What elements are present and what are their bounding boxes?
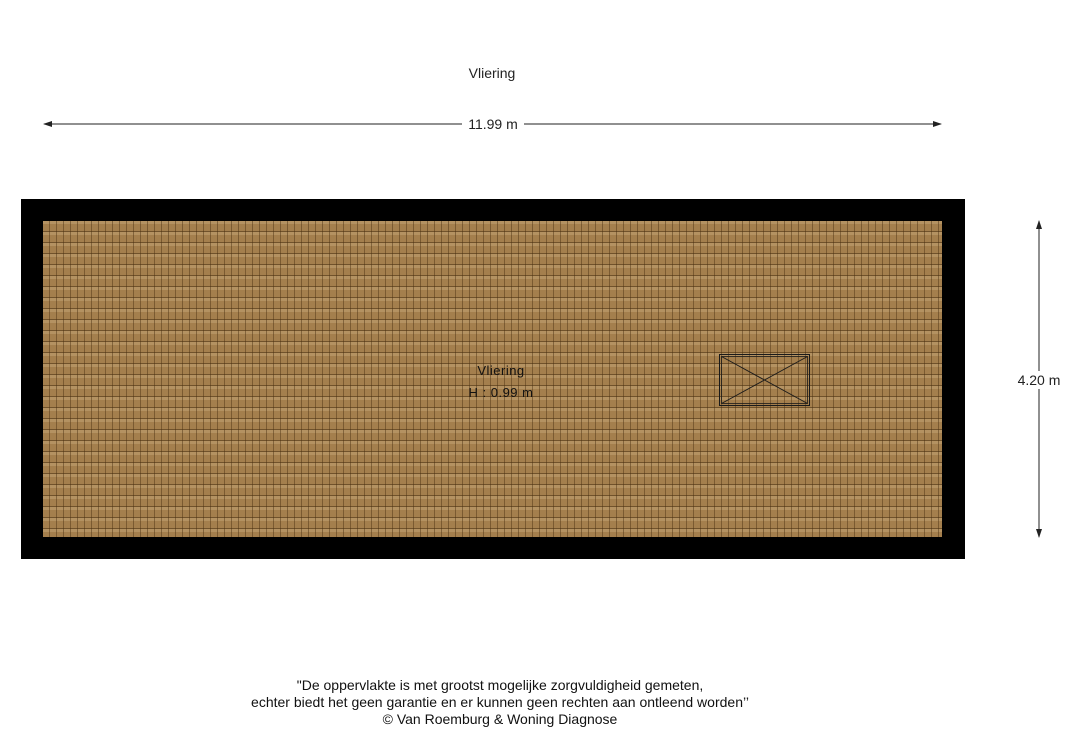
attic-hatch-icon: [719, 354, 811, 407]
width-dimension-label: 11.99 m: [462, 115, 524, 133]
copyright-line: © Van Roemburg & Woning Diagnose: [382, 711, 618, 727]
disclaimer-line-1: "De oppervlakte is met grootst mogelijke zorgvuldigheid gemeten,: [296, 677, 704, 693]
floor-title: Vliering: [468, 65, 516, 81]
room-name: Vliering: [477, 363, 525, 378]
disclaimer-line-2: echter biedt het geen garantie en er kunnen geen rechten aan ontleend worden’’: [251, 694, 749, 710]
disclaimer: [200, 677, 800, 728]
room-height: H : 0.99 m: [468, 385, 534, 400]
depth-dimension-label: 4.20 m: [1012, 371, 1066, 389]
